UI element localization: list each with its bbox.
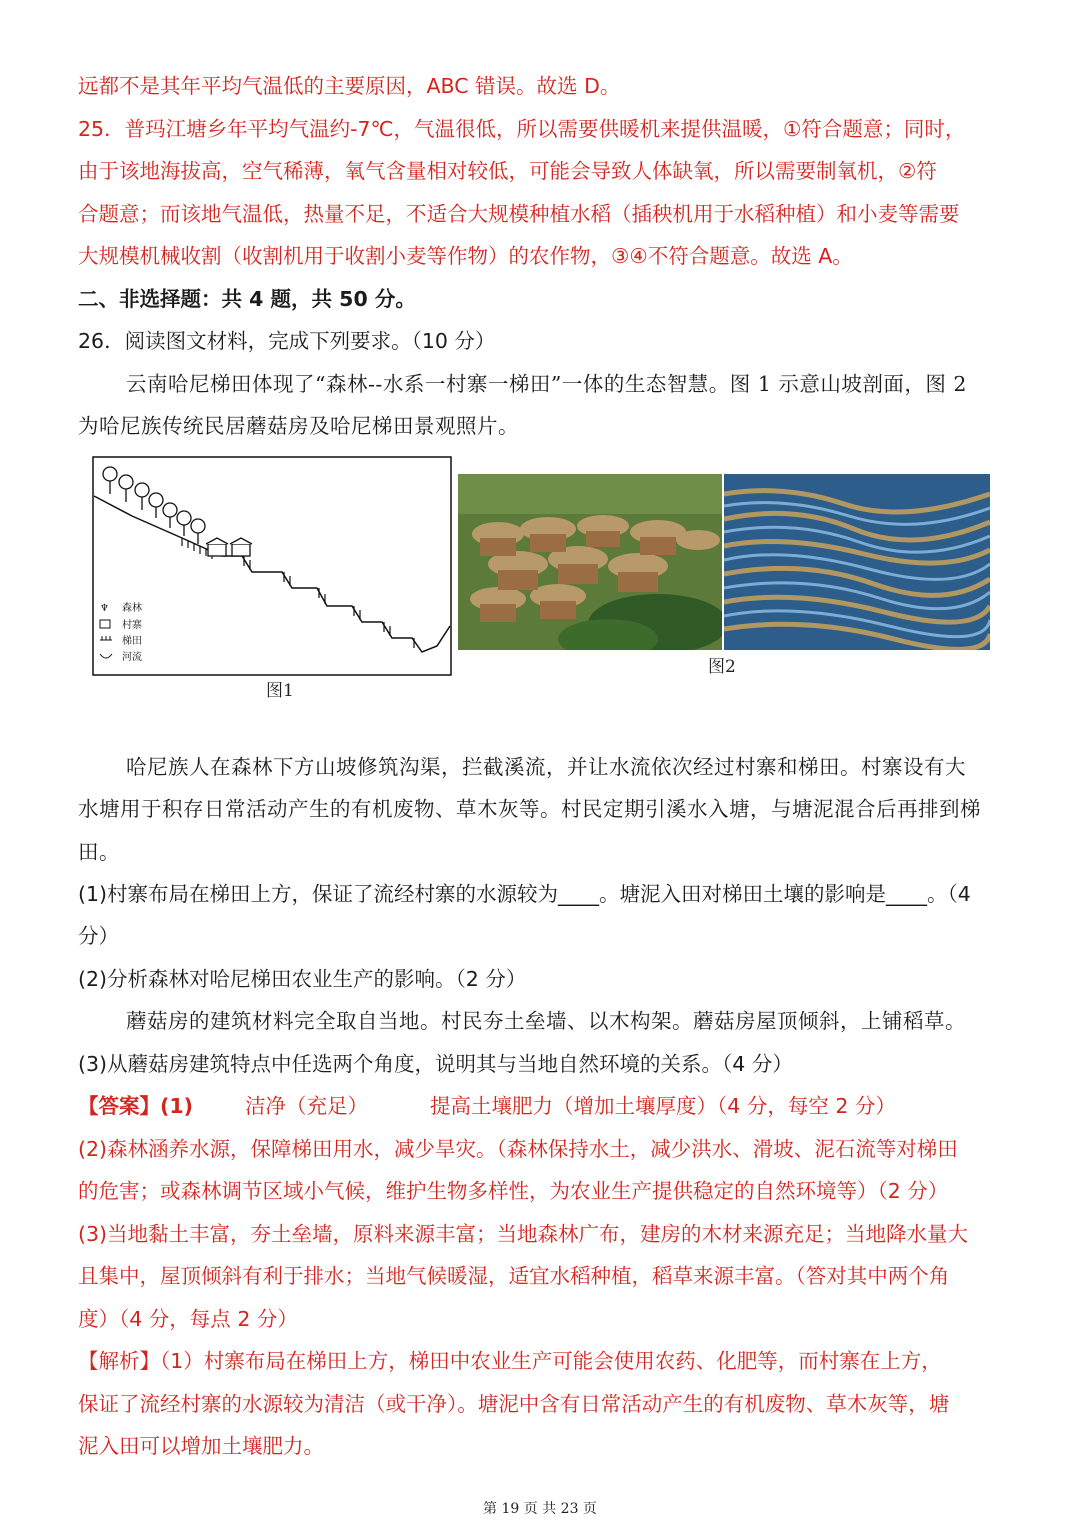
answer-label: 【答案】(1) [78,1094,194,1118]
page-footer: 第 19 页 共 23 页 [483,1501,597,1517]
text-line: 水塘用于积存日常活动产生的有机废物、草木灰等。村民定期引溪水入塘，与塘泥混合后再排到梯 [78,797,981,821]
text-line: 25．普玛江塘乡年平均气温约-7℃，气温很低，所以需要供暖机来提供温暖，①符合题意；同时， [78,117,966,141]
text-line: 泥入田可以增加土壤肥力。 [78,1434,324,1458]
text-line: 由于该地海拔高，空气稀薄，氧气含量相对较低，可能会导致人体缺氧，所以需要制氧机，②符 [78,159,937,183]
analysis-line: 【解析】（1）村寨布局在梯田上方，梯田中农业生产可能会使用农药、化肥等，而村寨在上方， [78,1349,942,1373]
text-line: 的危害；或森林调节区域小气候，维护生物多样性，为农业生产提供稳定的自然环境等）（2 分） [78,1179,949,1203]
answer-blank-1: 洁净（充足） [245,1094,369,1118]
subquestion-2: (2)分析森林对哈尼梯田农业生产的影响。（2 分） [78,967,527,991]
figure-2-caption: 图2 [708,657,736,677]
text-line: 远都不是其年平均气温低的主要原因，ABC 错误。故选 D。 [78,74,621,98]
answer-line [78,1092,1008,1120]
legend-river: 河流 [122,652,142,663]
svg-text:♆: ♆ [100,603,109,614]
question-title: 26．阅读图文材料，完成下列要求。（10 分） [78,329,496,353]
terraces-photo [724,474,990,650]
text-line: (3)当地黏土丰富，夯土垒墙，原料来源丰富；当地森林广布，建房的木材来源充足；当地降水量大 [78,1222,969,1246]
mushroom-houses-photo [458,474,722,650]
legend-village: 村寨 [122,620,142,631]
text-line: 度）（4 分，每点 2 分） [78,1307,298,1331]
text-line: 大规模机械收割（收割机用于收割小麦等作物）的农作物，③④不符合题意。故选 A。 [78,244,853,268]
section-heading: 二、非选择题：共 4 题，共 50 分。 [78,287,416,311]
text-line: 蘑菇房的建筑材料完全取自当地。村民夯土垒墙、以木构架。蘑菇房屋顶倾斜，上铺稻草。 [126,1009,966,1033]
text-line: (2)森林涵养水源，保障梯田用水，减少旱灾。（森林保持水土，减少洪水、滑坡、泥石流等对梯田 [78,1137,958,1161]
answer-blank-2: 提高土壤肥力（增加土壤厚度）（4 分，每空 2 分） [430,1094,896,1118]
text-line: 分） [78,924,119,948]
text-line: 哈尼族人在森林下方山坡修筑沟渠，拦截溪流，并让水流依次经过村寨和梯田。村寨设有大 [126,755,966,779]
slope-profile-diagram [92,456,452,676]
figure-1-caption: 图1 [266,681,294,701]
text-line: 保证了流经村寨的水源较为清洁（或干净）。塘泥中含有日常活动产生的有机废物、草木灰等，塘 [78,1392,950,1416]
legend-forest: 森林 [122,603,142,614]
text-line: 且集中，屋顶倾斜有利于排水；当地气候暖湿，适宜水稻种植，稻草来源丰富。（答对其中两个角 [78,1264,950,1288]
text-line: 田。 [78,840,120,864]
text-line: 为哈尼族传统民居蘑菇房及哈尼梯田景观照片。 [78,414,519,438]
subquestion-1: (1)村寨布局在梯田上方，保证了流经村寨的水源较为____。塘泥入田对梯田土壤的影响是____。（4 [78,882,971,906]
legend-terrace: 梯田 [122,636,142,647]
text-line: 云南哈尼梯田体现了“森林--水系一村寨一梯田”一体的生态智慧。图 1 示意山坡剖面，图 2 [126,372,967,396]
text-line: 合题意；而该地气温低，热量不足，不适合大规模种植水稻（插秧机用于水稻种植）和小麦等需要 [78,202,960,226]
subquestion-3: (3)从蘑菇房建筑特点中任选两个角度，说明其与当地自然环境的关系。（4 分） [78,1052,793,1076]
